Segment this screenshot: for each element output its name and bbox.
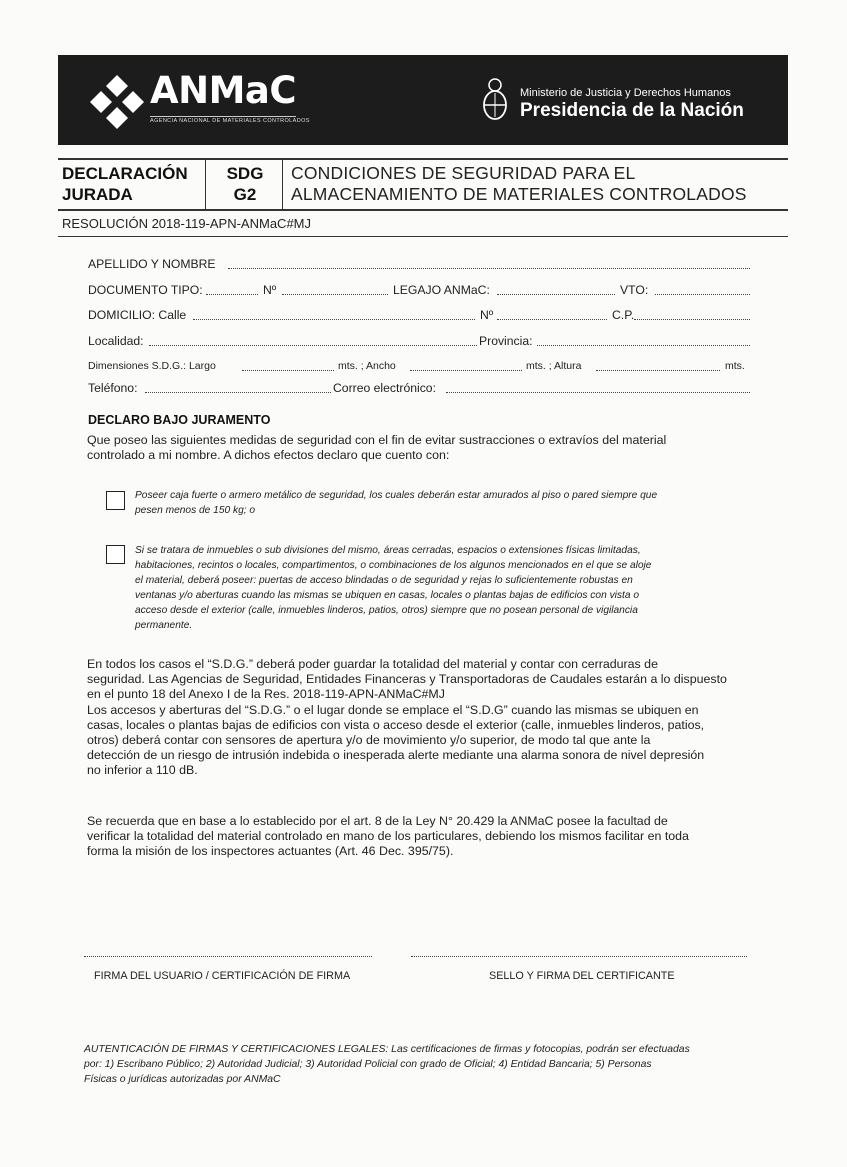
body-line: en el punto 18 del Anexo I de la Res. 2018-119-APN-ANMaC#MJ <box>87 687 445 702</box>
field-cp[interactable] <box>634 319 750 320</box>
declaration-intro <box>87 433 749 463</box>
title-divider-1 <box>205 158 206 210</box>
label-telefono: Teléfono: <box>88 381 138 395</box>
anmac-logo-icon <box>88 73 146 131</box>
option2-line: permanente. <box>135 620 193 631</box>
logo-subtitle: AGENCIA NACIONAL DE MATERIALES CONTROLADOS <box>150 118 310 124</box>
doc-code-line2: G2 <box>233 185 257 204</box>
body-line: Se recuerda que en base a lo establecido por el art. 8 de la Ley N° 20.429 la ANMaC posee la facultad de <box>87 814 668 828</box>
label-dimensiones: Dimensiones S.D.G.: Largo <box>88 360 216 372</box>
field-calle[interactable] <box>193 319 475 320</box>
label-numero: Nº <box>263 283 277 297</box>
doc-title <box>291 163 747 205</box>
body-line: En todos los casos el “S.D.G.” deberá poder guardar la totalidad del material y contar con cerraduras de <box>87 657 658 671</box>
label-mts-end: mts. <box>725 360 745 372</box>
header-banner <box>58 55 788 145</box>
label-cp: C.P. <box>612 308 635 322</box>
option1-line: pesen menos de 150 kg; o <box>135 505 256 516</box>
field-provincia[interactable] <box>537 345 750 346</box>
option2-checkbox[interactable] <box>106 545 125 564</box>
option1-line: Poseer caja fuerte o armero metálico de seguridad, los cuales deberán estar amurados al piso o pared siempre que <box>135 490 658 501</box>
field-legajo[interactable] <box>497 294 615 295</box>
logo-divider <box>150 116 296 117</box>
label-ancho: mts. ; Ancho <box>338 360 396 372</box>
label-altura: mts. ; Altura <box>526 360 582 372</box>
label-correo: Correo electrónico: <box>333 381 436 395</box>
field-largo[interactable] <box>242 370 334 371</box>
signature-label-certifier: SELLO Y FIRMA DEL CERTIFICANTE <box>489 970 675 982</box>
intro-line: controlado a mi nombre. A dichos efectos declaro que cuento con: <box>87 448 450 463</box>
field-apellido[interactable] <box>228 268 750 269</box>
field-localidad[interactable] <box>149 345 477 346</box>
paragraph-ley <box>87 814 749 860</box>
auth-line: AUTENTICACIÓN DE FIRMAS Y CERTIFICACIONES LEGALES: Las certificaciones de firmas y fotocopias, podrán ser efectuadas <box>84 1044 690 1055</box>
label-legajo: LEGAJO ANMaC: <box>393 283 490 297</box>
option2-line: el material, deberá poseer: puertas de acceso blindadas o de seguridad y rejas lo suficientemente robustas en <box>135 575 633 586</box>
option2-line: Si se tratara de inmuebles o sub divisiones del mismo, áreas cerradas, espacios o extensiones físicas limitadas, <box>135 545 641 556</box>
option2-line: ventanas y/o aberturas cuando las mismas se ubiquen en casas, locales o plantas bajas de edificios con vista o <box>135 590 640 601</box>
doc-type <box>62 163 188 205</box>
label-apellido: APELLIDO Y NOMBRE <box>88 257 216 271</box>
doc-code <box>211 163 279 205</box>
title-top-rule <box>58 158 788 160</box>
label-localidad: Localidad: <box>88 334 144 348</box>
auth-line: por: 1) Escribano Público; 2) Autoridad Judicial; 3) Autoridad Policial con grado de Oficial; 4) Entidad Bancaria; 5) Personas <box>84 1059 652 1070</box>
label-domicilio-numero: Nº <box>480 308 494 322</box>
ministry-name: Ministerio de Justicia y Derechos Humanos <box>520 87 731 99</box>
body-line: casas, locales o plantas bajas de edificios con vista o acceso desde el exterior (calle, inmuebles linderos, patios, <box>87 717 705 732</box>
intro-line: Que poseo las siguientes medidas de seguridad con el fin de evitar sustracciones o extravíos del material <box>87 433 667 447</box>
label-provincia: Provincia: <box>479 334 533 348</box>
title-divider-2 <box>282 158 283 210</box>
body-line: Los accesos y aberturas del “S.D.G.” o el lugar donde se emplace el “S.D.G” cuando las mismas se ubiquen en <box>87 702 699 717</box>
body-line: no inferior a 110 dB. <box>87 763 198 778</box>
body-line: detección de un riesgo de intrusión indebida o inesperada alerte mediante una alarma sonora de nivel depresión <box>87 748 705 763</box>
field-ancho[interactable] <box>410 370 522 371</box>
declaration-heading: DECLARO BAJO JURAMENTO <box>88 413 271 427</box>
signature-line-user[interactable] <box>84 956 372 957</box>
logo-name: ANMaC <box>150 69 297 112</box>
authentication-note <box>84 1042 748 1087</box>
doc-type-line1: DECLARACIÓN <box>62 164 188 183</box>
option1-text <box>135 488 747 518</box>
body-line: forma la misión de los inspectores actuantes (Art. 46 Dec. 395/75). <box>87 844 454 859</box>
body-line: verificar la totalidad del material controlado en mano de los particulares, debiendo los mismos facilitar en toda <box>87 829 689 844</box>
paragraph-general <box>87 657 749 779</box>
doc-type-line2: JURADA <box>62 185 133 204</box>
field-vto[interactable] <box>655 294 750 295</box>
presidency-name: Presidencia de la Nación <box>520 100 744 121</box>
signature-line-certifier[interactable] <box>411 956 747 957</box>
field-documento-tipo[interactable] <box>206 294 258 295</box>
doc-title-line2: ALMACENAMIENTO DE MATERIALES CONTROLADOS <box>291 184 747 204</box>
signature-label-user: FIRMA DEL USUARIO / CERTIFICACIÓN DE FIRMA <box>94 970 351 982</box>
option2-text <box>135 543 747 633</box>
option2-line: acceso desde el exterior (calle, inmuebles linderos, patios, otros) siempre que no posean personal de vigilancia <box>135 605 638 616</box>
auth-line: Físicas o jurídicas autorizadas por ANMaC <box>84 1074 281 1085</box>
label-domicilio: DOMICILIO: Calle <box>88 308 187 322</box>
field-altura[interactable] <box>596 370 720 371</box>
resolution-rule <box>58 236 788 237</box>
option2-line: habitaciones, recintos o locales, compartimentos, o combinaciones de los algunos mencionados en el que se aloje <box>135 560 652 571</box>
national-crest-icon <box>480 77 510 123</box>
title-bottom-rule <box>58 209 788 211</box>
field-correo[interactable] <box>446 392 750 393</box>
field-telefono[interactable] <box>145 392 331 393</box>
resolution-number: RESOLUCIÓN 2018-119-APN-ANMaC#MJ <box>62 216 311 231</box>
field-numero[interactable] <box>282 294 388 295</box>
doc-title-line1: CONDICIONES DE SEGURIDAD PARA EL <box>291 163 636 183</box>
label-documento-tipo: DOCUMENTO TIPO: <box>88 283 203 297</box>
body-line: otros) deberá contar con sensores de apertura y/o de movimiento y/o superior, de modo tal que ante la <box>87 733 651 748</box>
doc-code-line1: SDG <box>226 164 264 183</box>
body-line: seguridad. Las Agencias de Seguridad, Entidades Financeras y Transportadoras de Caudales estarán a lo dispuesto <box>87 672 727 687</box>
field-domicilio-numero[interactable] <box>497 319 607 320</box>
option1-checkbox[interactable] <box>106 491 125 510</box>
label-vto: VTO: <box>620 283 649 297</box>
